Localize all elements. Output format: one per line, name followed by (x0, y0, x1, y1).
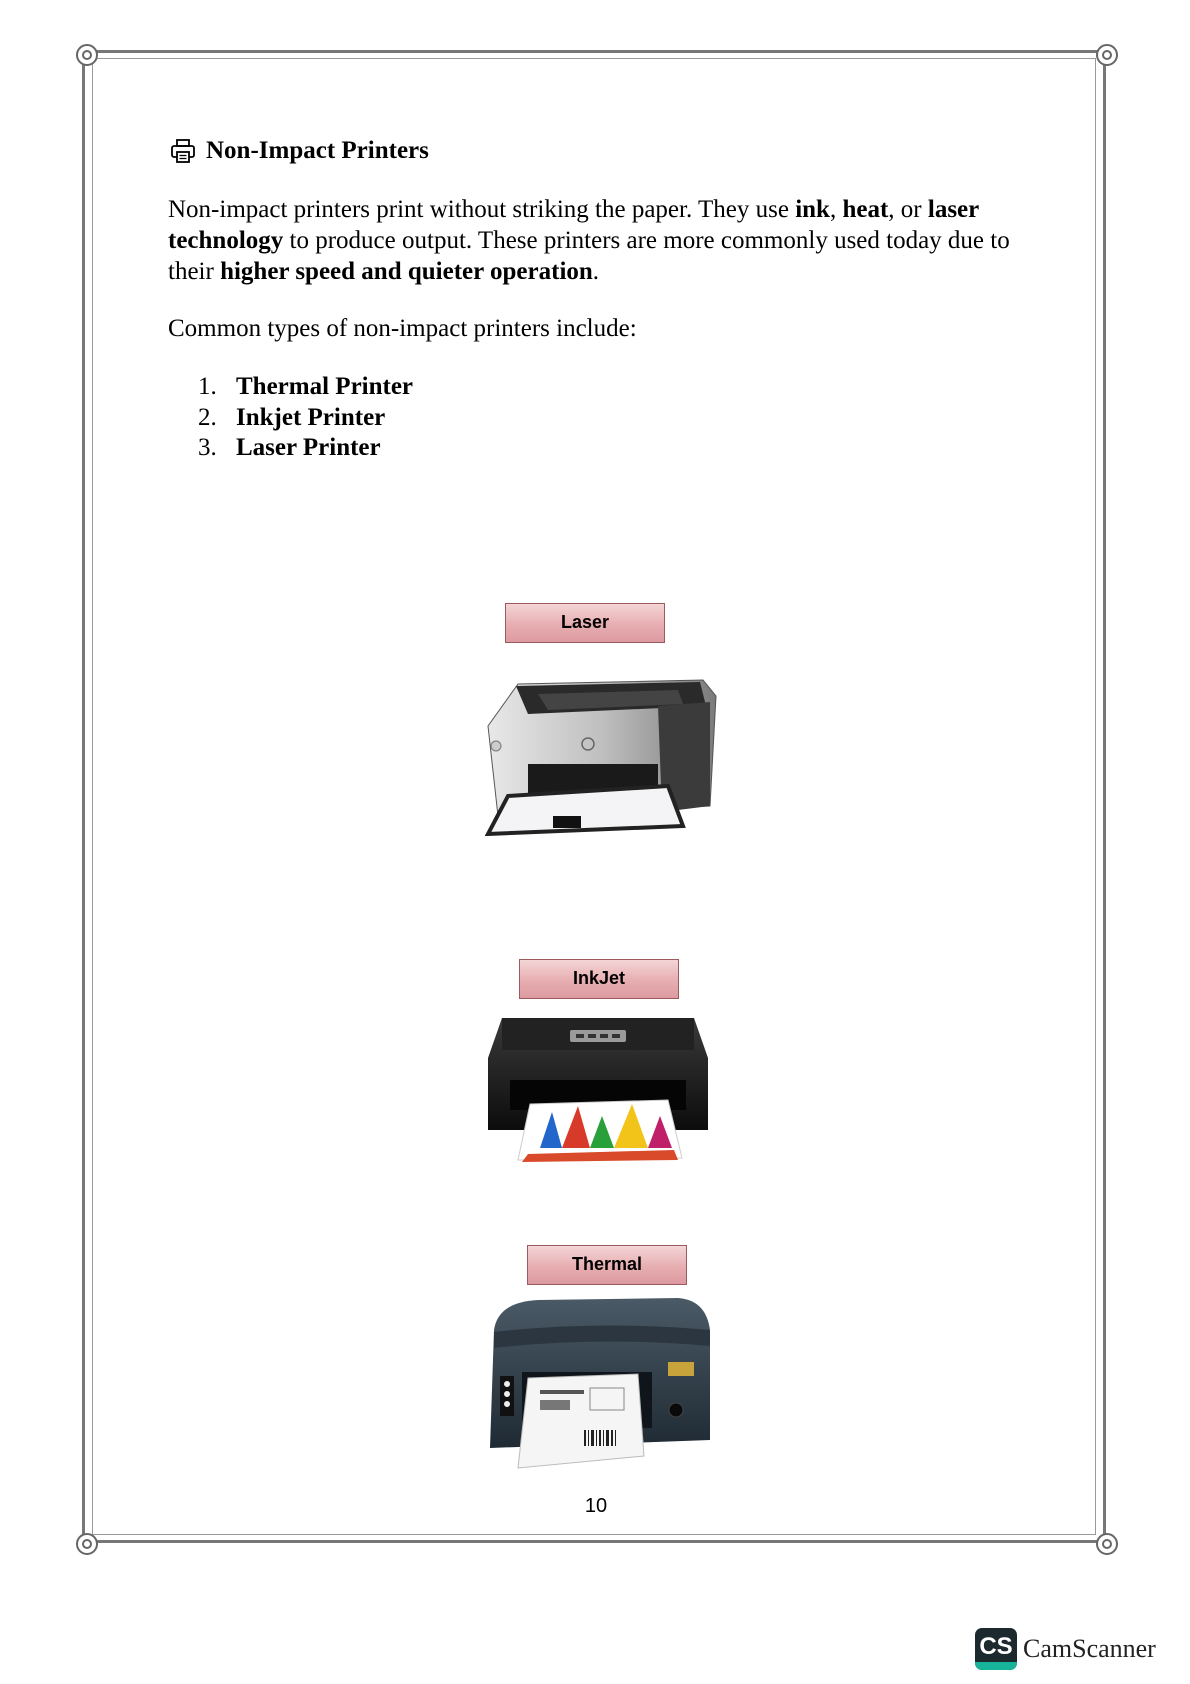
thermal-printer-image (478, 1290, 718, 1475)
printer-icon (170, 138, 196, 164)
page-number: 10 (584, 1495, 608, 1517)
corner-ornament (76, 1533, 98, 1555)
list-item: 2. Inkjet Printer (198, 403, 386, 431)
camscanner-name: CamScanner (1023, 1634, 1156, 1663)
corner-ornament (1096, 44, 1118, 66)
list-item: 3. Laser Printer (198, 434, 381, 461)
figure-label-thermal: Thermal (527, 1245, 687, 1285)
corner-ornament (76, 44, 98, 66)
camscanner-logo-icon: CS (975, 1628, 1017, 1670)
section-heading (170, 137, 429, 165)
figure-label-inkjet: InkJet (519, 959, 679, 999)
list-item: 1. Thermal Printer (198, 373, 414, 400)
inkjet-printer-image (482, 1008, 714, 1175)
figure-label-laser: Laser (505, 603, 665, 643)
corner-ornament (1096, 1533, 1118, 1555)
intro-paragraph: Non-impact printers print without striking the paper. They use ink, heat, or laser technology to produce output. These printers are more commonly used today due to their higher speed and quieter operation. (168, 196, 1010, 285)
list-intro: Common types of non-impact printers include: (168, 315, 637, 342)
heading-text: Non-Impact Printers (206, 137, 429, 164)
camscanner-watermark (975, 1628, 1156, 1670)
laser-printer-image (478, 666, 718, 841)
printer-types-list (198, 372, 413, 464)
